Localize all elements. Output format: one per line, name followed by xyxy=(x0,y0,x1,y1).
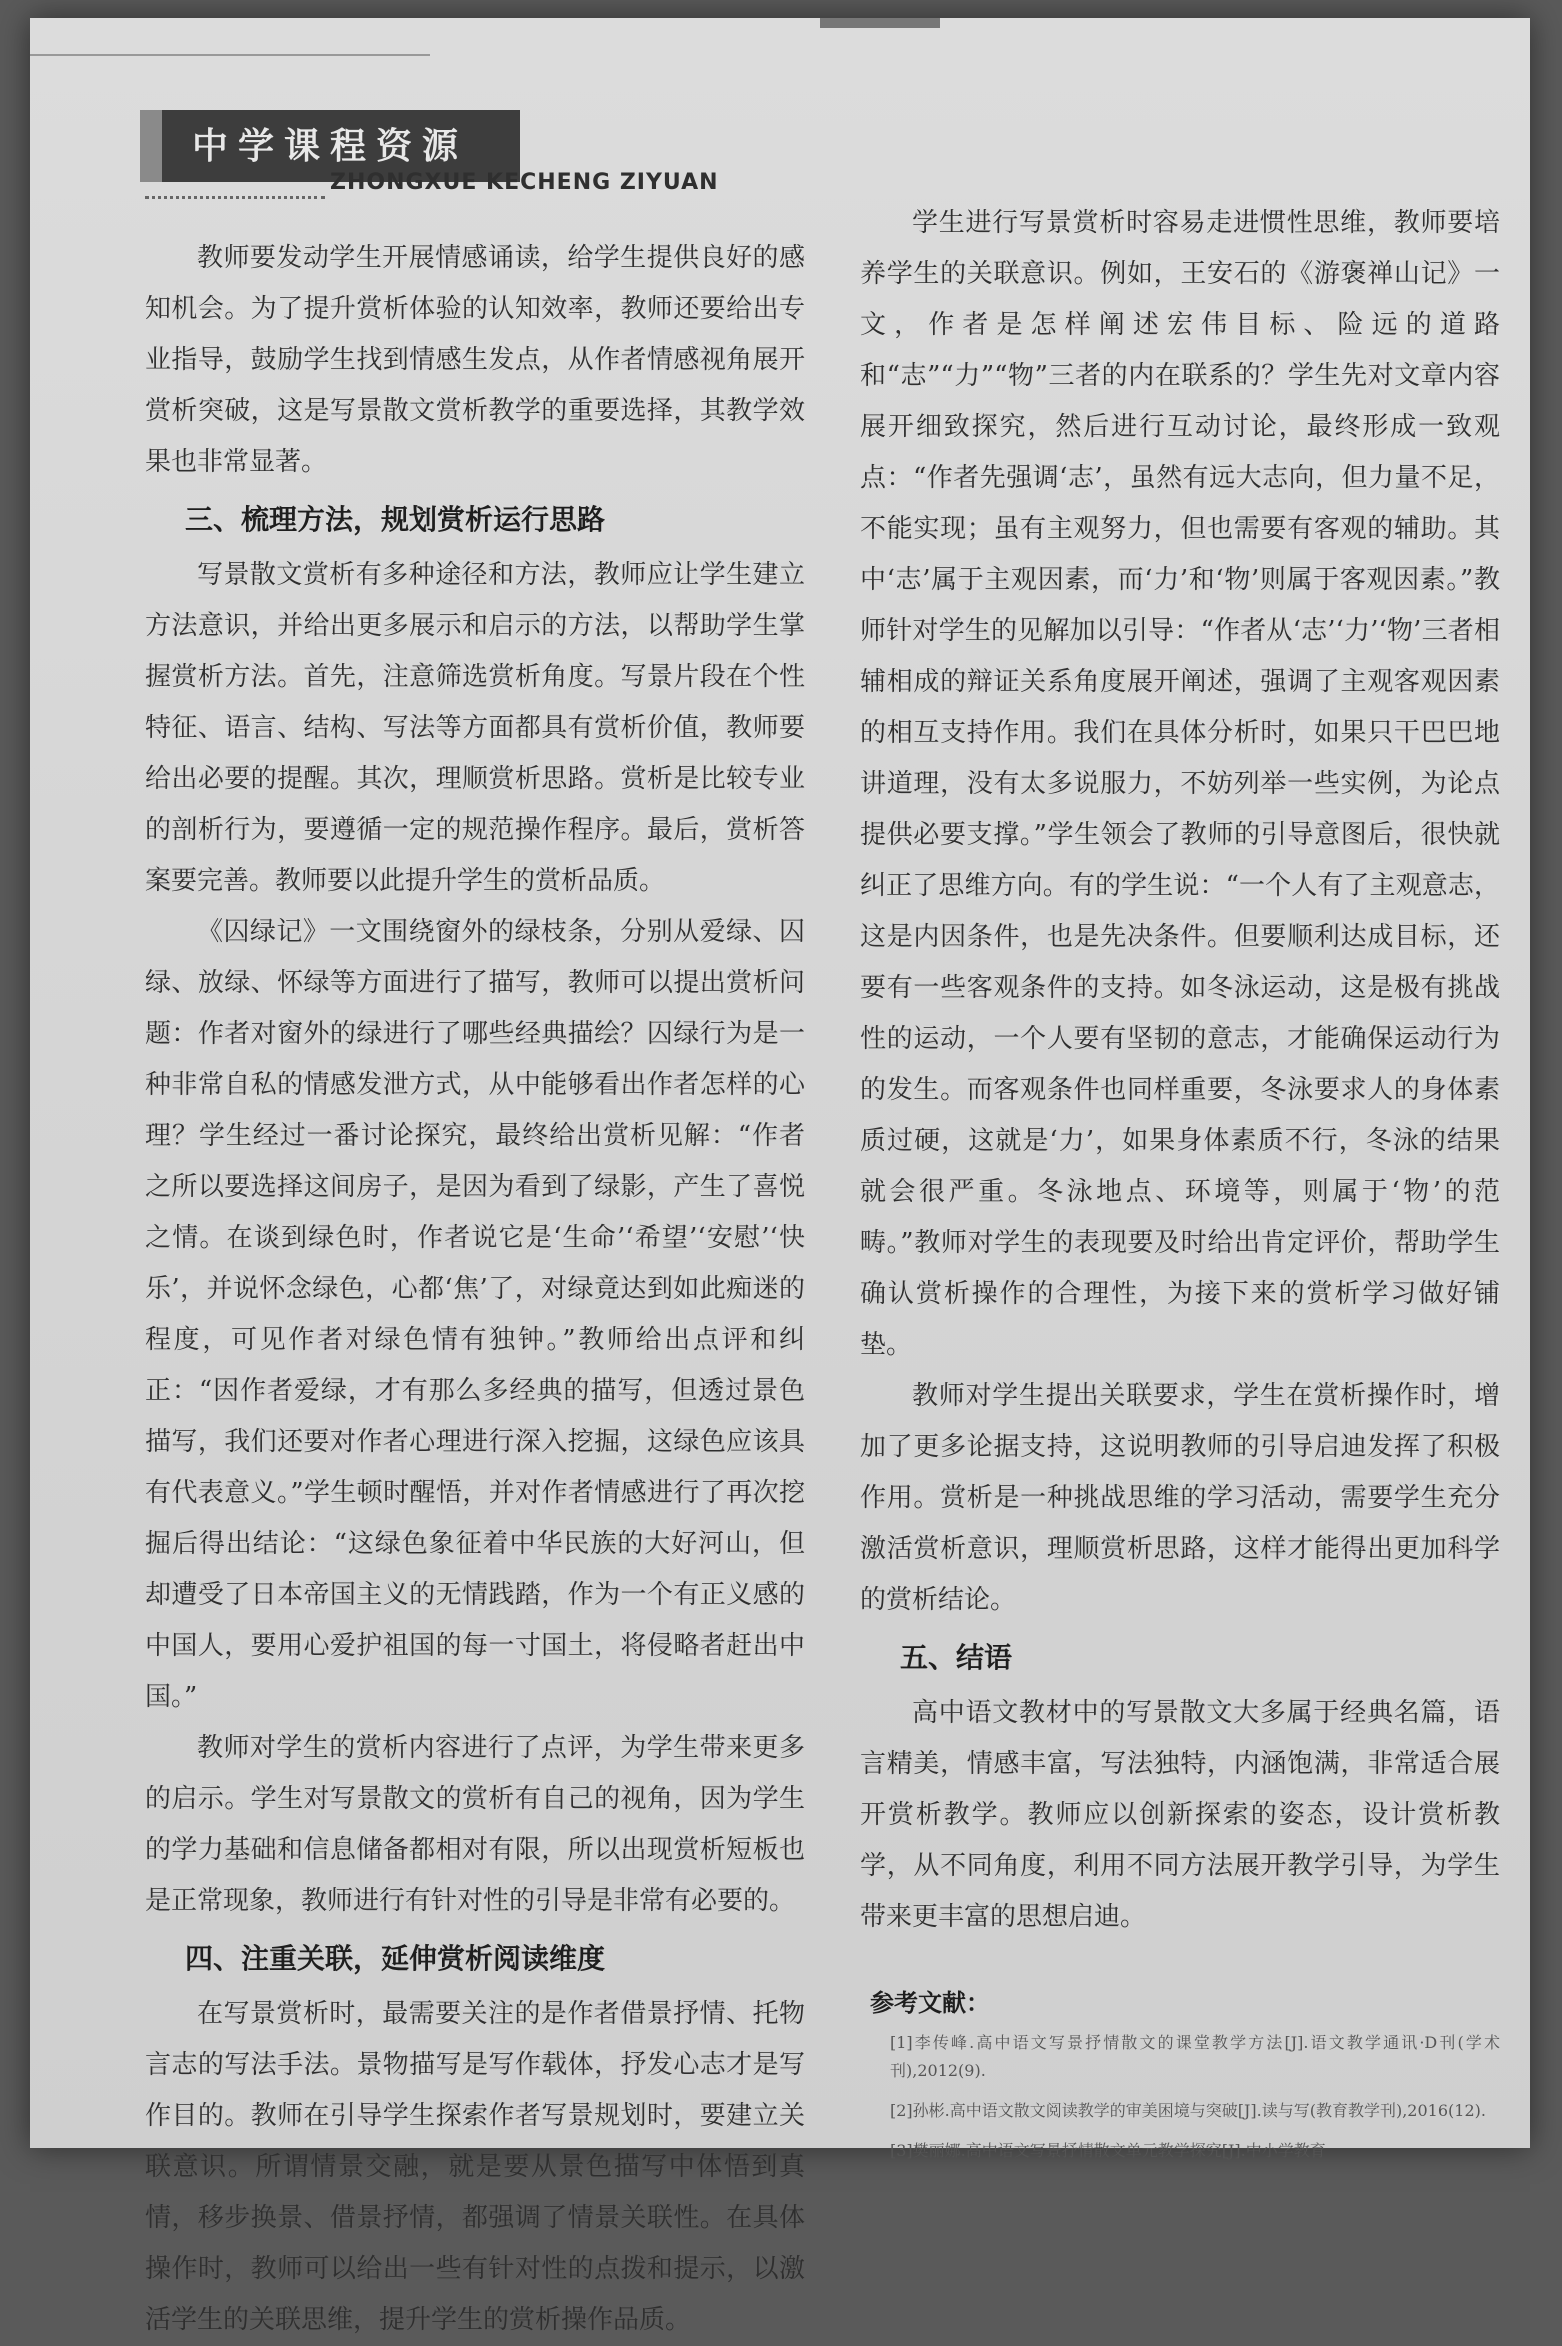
top-rule xyxy=(30,54,430,56)
paragraph: 写景散文赏析有多种途径和方法，教师应让学生建立方法意识，并给出更多展示和启示的方法，以帮助学生掌握赏析方法。首先，注意筛选赏析角度。写景片段在个性特征、语言、结构、写法等方面都具有赏析价值，教师要给出必要的提醒。其次，理顺赏析思路。赏析是比较专业的剖析行为，要遵循一定的规范操作程序。最后，赏析答案要完善。教师要以此提升学生的赏析品质。 xyxy=(145,560,805,896)
reference-item: [3]樊丽娜.高中语文写景抒情散文单元教学探究[J].中小学教育 xyxy=(890,2141,1326,2160)
banner-dotted-rule xyxy=(145,196,325,199)
right-column xyxy=(860,198,1500,2177)
references-title: 参考文献： xyxy=(870,1989,990,2017)
section-heading-3: 三、梳理方法，规划赏析运行思路 xyxy=(185,503,606,536)
paragraph: 教师要发动学生开展情感诵读，给学生提供良好的感知机会。为了提升赏析体验的认知效率，教师还要给出专业指导，鼓励学生找到情感生发点，从作者情感视角展开赏析突破，这是写景散文赏析教学的重要选择，其教学效果也非常显著。 xyxy=(145,243,805,477)
top-mark xyxy=(820,18,940,28)
paragraph: 教师对学生提出关联要求，学生在赏析操作时，增加了更多论据支持，这说明教师的引导启迪发挥了积极作用。赏析是一种挑战思维的学习活动，需要学生充分激活赏析意识，理顺赏析思路，这样才能得出更加科学的赏析结论。 xyxy=(860,1381,1500,1615)
paragraph: 《囚绿记》一文围绕窗外的绿枝条，分别从爱绿、囚绿、放绿、怀绿等方面进行了描写，教师可以提出赏析问题：作者对窗外的绿进行了哪些经典描绘？囚绿行为是一种非常自私的情感发泄方式，从中能够看出作者怎样的心理？学生经过一番讨论探究，最终给出赏析见解：“作者之所以要选择这间房子，是因为看到了绿影，产生了喜悦之情。在谈到绿色时，作者说它是‘生命’‘希望’‘安慰’‘快乐’，并说怀念绿色，心都‘焦’了，对绿竟达到如此痴迷的程度，可见作者对绿色情有独钟。”教师给出点评和纠正：“因作者爱绿，才有那么多经典的描写，但透过景色描写，我们还要对作者心理进行深入挖掘，这绿色应该具有代表意义。”学生顿时醒悟，并对作者情感进行了再次挖掘后得出结论：“这绿色象征着中华民族的大好河山，但却遭受了日本帝国主义的无情践踏，作为一个有正义感的中国人，要用心爱护祖国的每一寸国土，将侵略者赶出中国。” xyxy=(145,917,805,1712)
section-banner-pinyin: ZHONGXUE KECHENG ZIYUAN xyxy=(330,170,719,195)
section-heading-5: 五、结语 xyxy=(900,1641,1013,1674)
scanned-page xyxy=(30,18,1530,2335)
paragraph: 高中语文教材中的写景散文大多属于经典名篇，语言精美，情感丰富，写法独特，内涵饱满，非常适合展开赏析教学。教师应以创新探索的姿态，设计赏析教学，从不同角度，利用不同方法展开教学引导，为学生带来更丰富的思想启迪。 xyxy=(860,1698,1500,1932)
paragraph: 学生进行写景赏析时容易走进惯性思维，教师要培养学生的关联意识。例如，王安石的《游褒禅山记》一文，作者是怎样阐述宏伟目标、险远的道路和“志”“力”“物”三者的内在联系的？学生先对文章内容展开细致探究，然后进行互动讨论，最终形成一致观点：“作者先强调‘志’，虽然有远大志向，但力量不足，不能实现；虽有主观努力，但也需要有客观的辅助。其中‘志’属于主观因素，而‘力’和‘物’则属于客观因素。”教师针对学生的见解加以引导：“作者从‘志’‘力’‘物’三者相辅相成的辩证关系角度展开阐述，强调了主观客观因素的相互支持作用。我们在具体分析时，如果只干巴巴地讲道理，没有太多说服力，不妨列举一些实例，为论点提供必要支撑。”学生领会了教师的引导意图后，很快就纠正了思维方向。有的学生说：“一个人有了主观意志，这是内因条件，也是先决条件。但要顺利达成目标，还要有一些客观条件的支持。如冬泳运动，这是极有挑战性的运动，一个人要有坚韧的意志，才能确保运动行为的发生。而客观条件也同样重要，冬泳要求人的身体素质过硬，这就是‘力’，如果身体素质不行，冬泳的结果就会很严重。冬泳地点、环境等，则属于‘物’的范畴。”教师对学生的表现要及时给出肯定评价，帮助学生确认赏析操作的合理性，为接下来的赏析学习做好铺垫。 xyxy=(860,208,1500,1360)
reference-item: [1]李传峰.高中语文写景抒情散文的课堂教学方法[J].语文教学通讯·D刊(学术刊),2012(9). xyxy=(890,2033,1500,2080)
paragraph: 在写景赏析时，最需要关注的是作者借景抒情、托物言志的写法手法。景物描写是写作载体，抒发心志才是写作目的。教师在引导学生探索作者写景规划时，要建立关联意识。所谓情景交融，就是要从景色描写中体悟到真情，移步换景、借景抒情，都强调了情景关联性。在具体操作时，教师可以给出一些有针对性的点拨和提示，以激活学生的关联思维，提升学生的赏析操作品质。 xyxy=(145,1999,805,2335)
section-banner: 中学课程资源 xyxy=(140,110,520,182)
section-heading-4: 四、注重关联，延伸赏析阅读维度 xyxy=(185,1942,606,1975)
reference-item: [2]孙彬.高中语文散文阅读教学的审美困境与突破[J].读与写(教育教学刊),2016(12). xyxy=(890,2101,1486,2120)
paragraph: 教师对学生的赏析内容进行了点评，为学生带来更多的启示。学生对写景散文的赏析有自己的视角，因为学生的学力基础和信息储备都相对有限，所以出现赏析短板也是正常现象，教师进行有针对性的引导是非常有必要的。 xyxy=(145,1733,805,1916)
left-column xyxy=(145,233,805,2346)
